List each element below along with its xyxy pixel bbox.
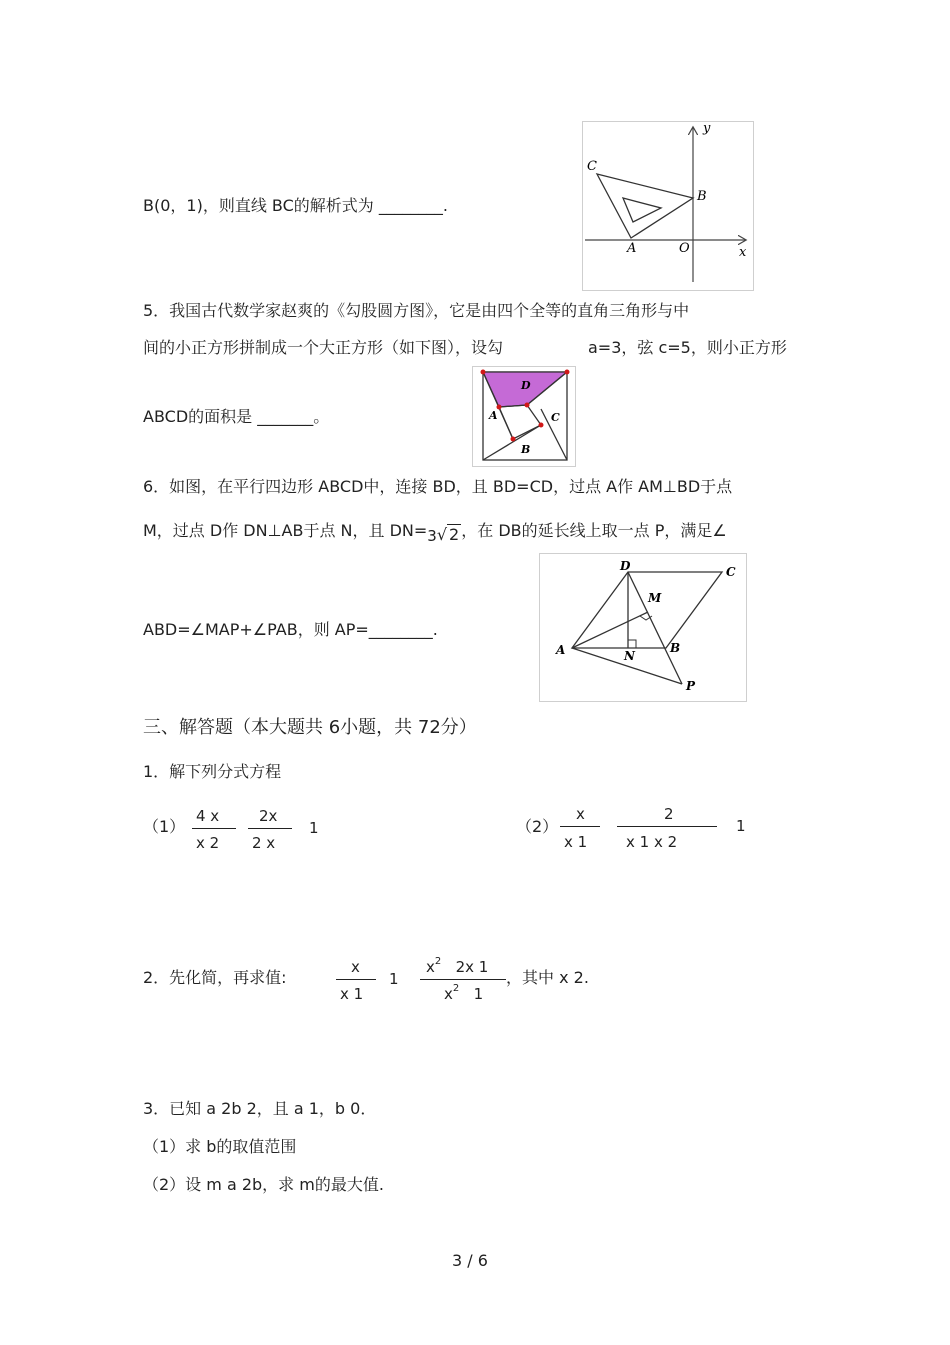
q5-line1: 5．我国古代数学家赵爽的《勾股圆方图》，它是由四个全等的直角三角形与中 <box>143 301 690 320</box>
label-c: C <box>726 565 736 579</box>
q6-line2a: M，过点 D作 DN⊥AB于点 N，且 DN= <box>143 521 428 540</box>
p1-eq2-rhs: 1 <box>736 817 746 835</box>
p1-eq2-fracbar1 <box>560 826 600 827</box>
line-am <box>572 612 648 648</box>
label-p: P <box>686 679 696 693</box>
label-c: C <box>551 411 560 424</box>
q4-figure-svg <box>583 122 753 290</box>
q5-figure-svg <box>473 367 575 466</box>
line-dbp <box>628 572 682 684</box>
q6-line2 <box>143 520 727 545</box>
p1-eq1-n1: 4 x <box>196 807 220 825</box>
page-number: 3 / 6 <box>452 1251 488 1270</box>
dot <box>481 370 486 375</box>
label-a: A <box>627 241 637 256</box>
label-y: y <box>703 122 711 136</box>
p1-eq2-n1: x <box>576 805 585 823</box>
p2-mid: 1 <box>389 970 399 988</box>
label-a: A <box>556 643 566 657</box>
label-b: B <box>521 443 531 456</box>
p1-eq1-d2: 2 x <box>252 834 276 852</box>
q4-figure <box>582 121 754 291</box>
label-c: C <box>587 159 597 174</box>
radical-sign: √ <box>436 525 448 544</box>
p3-line1: 3．已知 a 2b 2，且 a 1，b 0． <box>143 1099 377 1118</box>
radical-coefficient: 3 <box>427 527 437 545</box>
p1-eq2-d1: x 1 <box>564 833 588 851</box>
inner-triangle <box>623 198 661 222</box>
p2-d1: x 1 <box>340 985 364 1003</box>
q4-line: B(0，1)，则直线 BC的解析式为 <box>143 196 374 215</box>
p3-line3: （2）设 m a 2b，求 m的最大值. <box>143 1175 384 1194</box>
q6-line3: ABD=∠MAP+∠PAB，则 AP=________. <box>143 620 438 639</box>
p1-eq2-fracbar2 <box>617 826 717 827</box>
leg-4 <box>483 425 541 460</box>
p2-n1: x <box>351 958 360 976</box>
inner-square <box>499 405 541 439</box>
q5-line2a: 间的小正方形拼制成一个大正方形（如下图），设勾 <box>143 338 504 357</box>
p1-eq2-d2: x 1 x 2 <box>626 833 678 851</box>
p3-line2: （1）求 b的取值范围 <box>143 1137 297 1156</box>
q4-text <box>143 196 448 216</box>
section-heading: 三、解答题（本大题共 6小题，共 72分） <box>143 717 477 738</box>
p1-eq1-fracbar1 <box>192 828 236 829</box>
q6-figure-svg <box>540 554 746 701</box>
p2-d2a: x <box>444 985 453 1003</box>
p2-n2 <box>426 957 488 980</box>
label-b: B <box>670 641 681 655</box>
dot <box>511 437 516 442</box>
label-m: M <box>648 591 662 605</box>
label-d: D <box>521 379 531 392</box>
q6-figure <box>539 553 747 702</box>
triangle-abc <box>597 174 693 238</box>
p1-eq1-rhs: 1 <box>309 819 319 837</box>
p2-n2a: x <box>426 958 435 976</box>
p2-prefix: 2．先化简，再求值: <box>143 968 287 987</box>
p2-d2b: 1 <box>473 985 484 1003</box>
p2-fracbar2 <box>420 979 506 980</box>
p2-d2 <box>444 984 483 1007</box>
label-x: x <box>739 245 747 260</box>
q5-line2b: a=3，弦 c=5，则小正方形 <box>588 338 787 357</box>
p1-eq1-d1: x 2 <box>196 834 220 852</box>
dot <box>565 370 570 375</box>
p1-eq2-n2: 2 <box>664 805 674 823</box>
q5-figure <box>472 366 576 467</box>
p1-title: 1．解下列分式方程 <box>143 762 282 781</box>
label-b: B <box>697 189 707 204</box>
p1-eq2-label: （2） <box>516 817 559 836</box>
dot <box>539 423 544 428</box>
right-angle-n <box>628 640 636 648</box>
q6-line1: 6．如图，在平行四边形 ABCD中，连接 BD，且 BD=CD，过点 A作 AM⊥BD于点 <box>143 477 733 496</box>
label-o: O <box>679 241 690 256</box>
dot <box>525 403 530 408</box>
p2-suffix: ，其中 x 2. <box>506 968 589 987</box>
q5-line3: ABCD的面积是 _______。 <box>143 407 330 426</box>
q6-line2b: ，在 DB的延长线上取一点 P，满足∠ <box>461 521 727 540</box>
p2-d2sup: 2 <box>452 983 460 994</box>
q4-blank: ________. <box>378 196 448 215</box>
label-a: A <box>489 409 498 422</box>
radicand: 2 <box>449 525 460 544</box>
p1-eq1-label: （1） <box>143 817 186 836</box>
p1-eq1-n2: 2x <box>259 807 278 825</box>
p2-fracbar1 <box>336 979 376 980</box>
p1-eq1-fracbar2 <box>248 828 292 829</box>
label-d: D <box>620 559 631 573</box>
p2-n2sup: 2 <box>434 956 442 967</box>
p2-n2b: 2x 1 <box>455 958 489 976</box>
label-n: N <box>624 649 635 663</box>
